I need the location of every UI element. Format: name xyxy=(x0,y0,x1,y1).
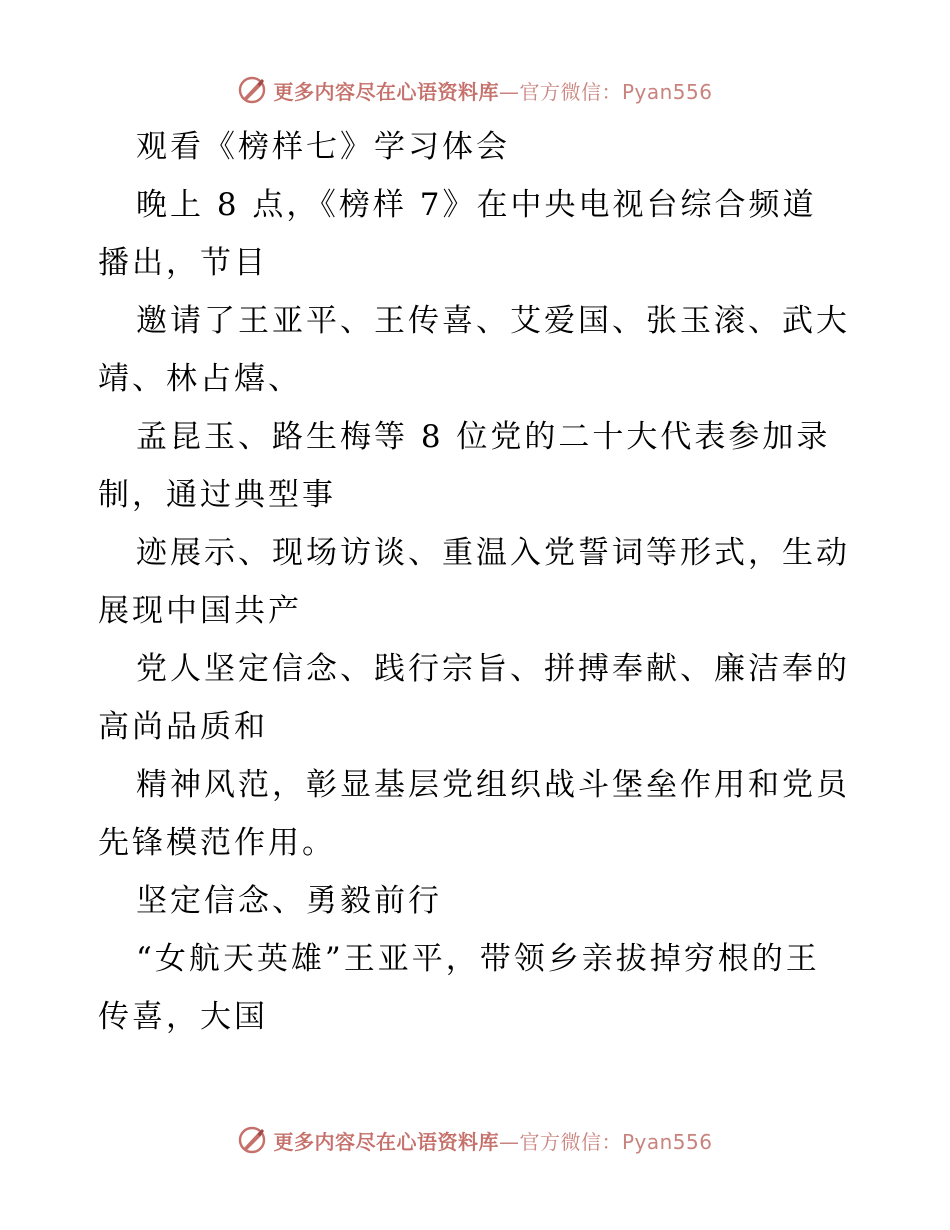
paragraph-line: 播出，节目 xyxy=(98,245,268,281)
paragraph-line: 先锋模范作用。 xyxy=(98,825,336,861)
header-watermark xyxy=(0,70,950,110)
paragraph-line: 精神风范，彰显基层党组织战斗堡垒作用和党员 xyxy=(136,767,850,803)
paragraph-line: 党人坚定信念、践行宗旨、拼搏奉献、廉洁奉的 xyxy=(136,651,850,687)
paragraph-line: 制，通过典型事 xyxy=(98,477,336,513)
watermark-brand: 更多内容尽在心语资料库 xyxy=(273,1129,499,1154)
paragraph-line: 迹展示、现场访谈、重温入党誓词等形式，生动 xyxy=(136,535,850,571)
paragraph-line: 传喜，大国 xyxy=(98,999,268,1035)
paragraph-line: “女航天英雄”王亚平，带领乡亲拔掉穷根的王 xyxy=(136,941,820,977)
paragraph-line: 靖、林占熺、 xyxy=(98,361,302,397)
footer-watermark xyxy=(0,1120,950,1160)
watermark-separator: — xyxy=(498,79,520,104)
document-title: 观看《榜样七》学习体会 xyxy=(136,129,510,165)
pen-logo-icon xyxy=(237,75,267,105)
paragraph-line: 晚上 8 点，《榜样 7》在中央电视台综合频道 xyxy=(136,187,817,223)
paragraph-line: 高尚品质和 xyxy=(98,709,268,745)
paragraph-line: 孟昆玉、路生梅等 8 位党的二十大代表参加录 xyxy=(136,419,831,455)
document-body xyxy=(98,118,858,1046)
watermark-contact: 官方微信：Pyan556 xyxy=(519,79,713,104)
paragraph-line: 展现中国共产 xyxy=(98,593,302,629)
watermark-brand: 更多内容尽在心语资料库 xyxy=(273,79,499,104)
section-heading: 坚定信念、勇毅前行 xyxy=(136,883,442,919)
paragraph-line: 邀请了王亚平、王传喜、艾爱国、张玉滚、武大 xyxy=(136,303,850,339)
watermark-contact: 官方微信：Pyan556 xyxy=(519,1129,713,1154)
pen-logo-icon xyxy=(237,1125,267,1155)
watermark-separator: — xyxy=(498,1129,520,1154)
